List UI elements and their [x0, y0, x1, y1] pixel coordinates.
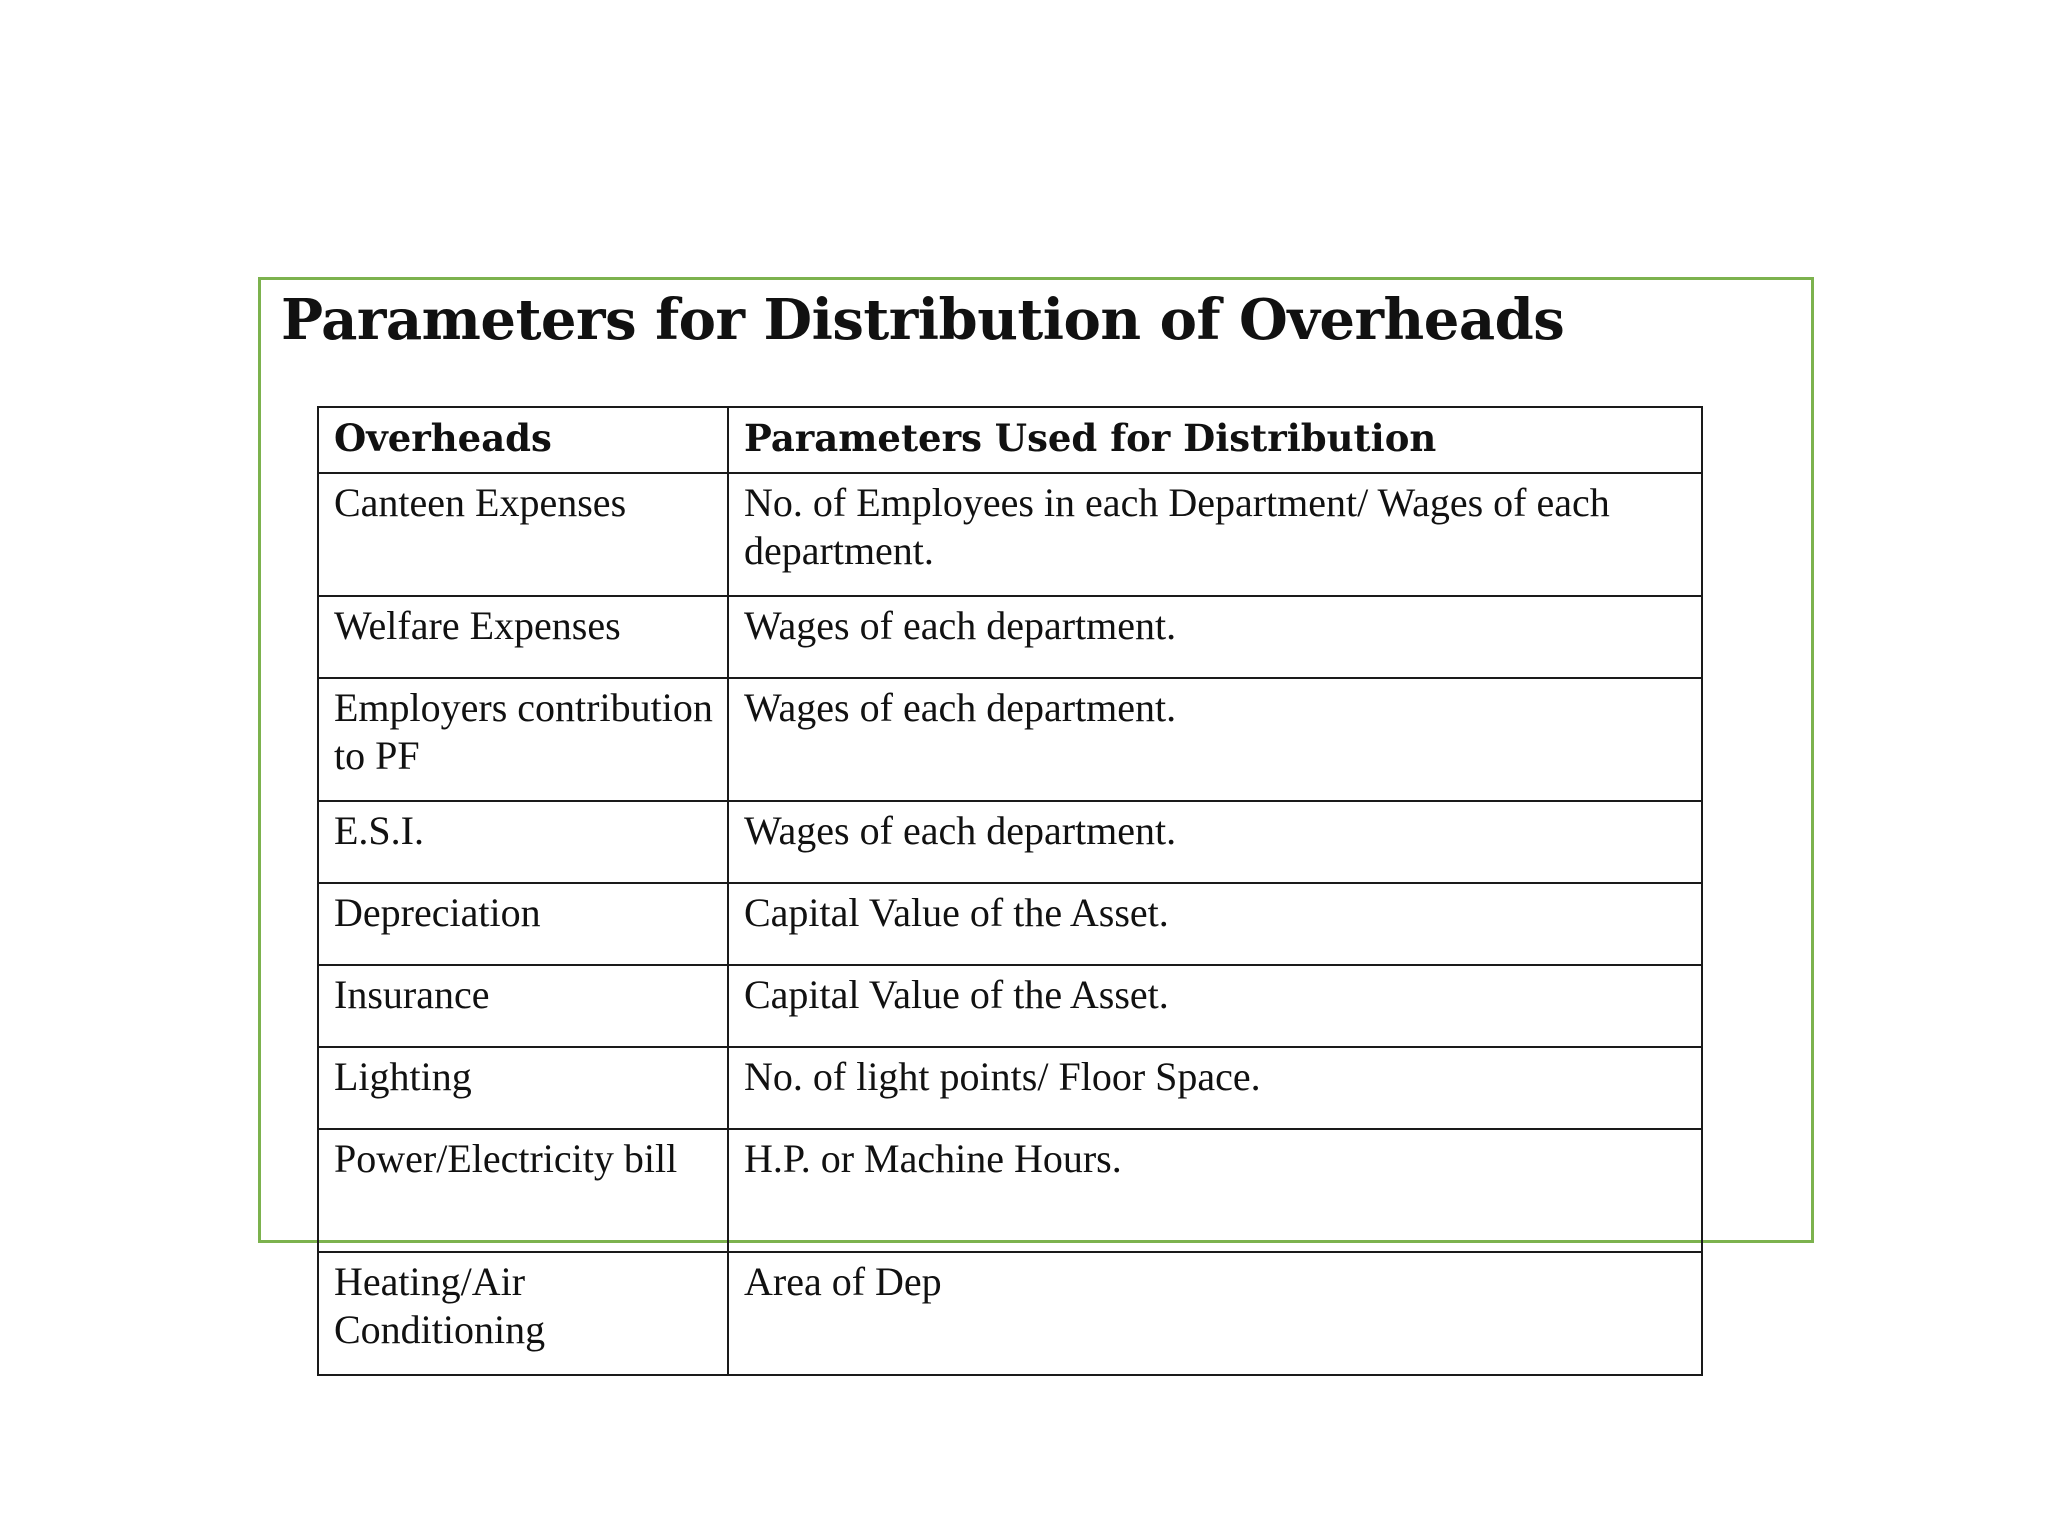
overhead-cell: Heating/Air Conditioning: [318, 1252, 728, 1375]
overhead-cell: Power/Electricity bill: [318, 1129, 728, 1252]
table-row: [318, 1129, 1702, 1252]
table-row: [318, 1047, 1702, 1129]
parameter-cell: No. of Employees in each Department/ Wages of each department.: [728, 473, 1702, 596]
parameter-cell: Wages of each department.: [728, 596, 1702, 678]
overhead-cell: Canteen Expenses: [318, 473, 728, 596]
table-row: [318, 801, 1702, 883]
parameter-cell: H.P. or Machine Hours.: [728, 1129, 1702, 1252]
overhead-cell: Lighting: [318, 1047, 728, 1129]
parameter-cell: Wages of each department.: [728, 801, 1702, 883]
table-row: [318, 965, 1702, 1047]
column-header-overheads: Overheads: [318, 407, 728, 473]
overhead-cell: Employers contribution to PF: [318, 678, 728, 801]
table-row: [318, 1252, 1702, 1375]
table-row: [318, 473, 1702, 596]
table-header-row: [318, 407, 1702, 473]
overhead-cell: Welfare Expenses: [318, 596, 728, 678]
table-row: [318, 678, 1702, 801]
slide-title: Parameters for Distribution of Overheads: [281, 287, 1565, 353]
overhead-cell: Depreciation: [318, 883, 728, 965]
parameter-cell: Wages of each department.: [728, 678, 1702, 801]
overheads-table: [317, 406, 1703, 1376]
parameter-cell: Area of Dep: [728, 1252, 1702, 1375]
overhead-cell: Insurance: [318, 965, 728, 1047]
parameter-cell: No. of light points/ Floor Space.: [728, 1047, 1702, 1129]
column-header-parameters: Parameters Used for Distribution: [728, 407, 1702, 473]
parameter-cell: Capital Value of the Asset.: [728, 965, 1702, 1047]
overhead-cell: E.S.I.: [318, 801, 728, 883]
table-row: [318, 596, 1702, 678]
parameter-cell: Capital Value of the Asset.: [728, 883, 1702, 965]
table-row: [318, 883, 1702, 965]
